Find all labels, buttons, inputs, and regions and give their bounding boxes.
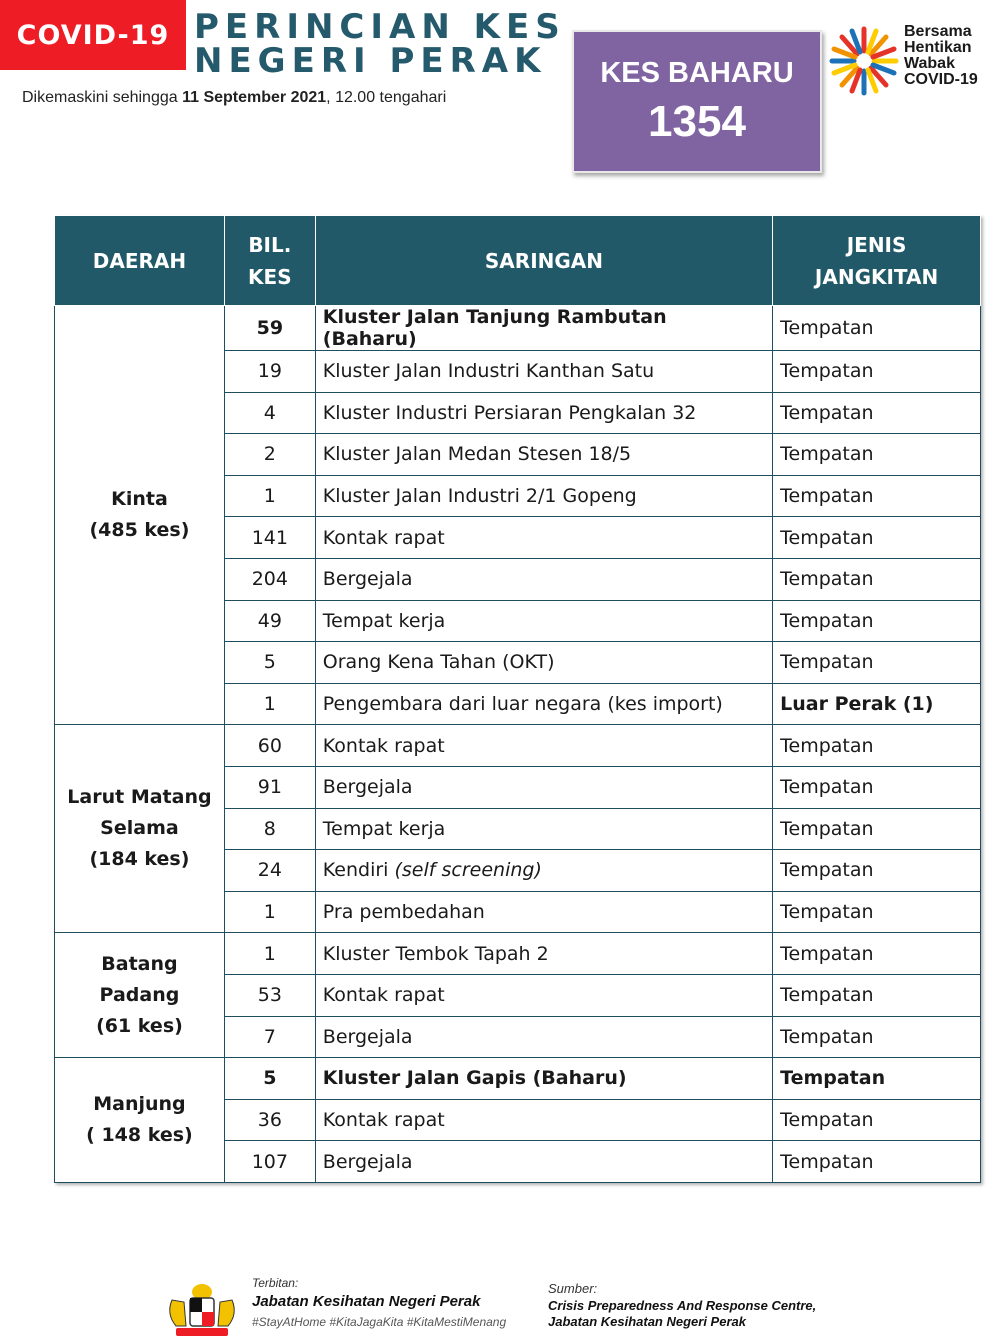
infection-type: Tempatan bbox=[773, 558, 981, 600]
district-total: (485 kes) bbox=[89, 519, 190, 542]
screening-type bbox=[315, 850, 772, 892]
screening-italic: (self screening) bbox=[394, 859, 542, 882]
screening-type: Kluster Jalan Tanjung Rambutan (Baharu) bbox=[315, 306, 772, 351]
district-name-2: Selama bbox=[100, 817, 179, 840]
infection-type: Tempatan bbox=[773, 1099, 981, 1141]
case-count: 141 bbox=[224, 517, 315, 559]
title-line-1: PERINCIAN KES bbox=[194, 7, 566, 47]
screening-type: Orang Kena Tahan (OKT) bbox=[315, 642, 772, 684]
case-count: 107 bbox=[224, 1141, 315, 1183]
infection-type: Tempatan bbox=[773, 933, 981, 975]
source-label: Sumber: bbox=[548, 1281, 598, 1296]
infection-type: Tempatan bbox=[773, 600, 981, 642]
case-count: 1 bbox=[224, 475, 315, 517]
updated-suffix: , 12.00 tengahari bbox=[326, 89, 447, 106]
screening-type: Pengembara dari luar negara (kes import) bbox=[315, 683, 772, 725]
table-header-row bbox=[55, 216, 981, 306]
hashtags: #StayAtHome #KitaJagaKita #KitaMestiMenang bbox=[252, 1315, 507, 1329]
infection-type: Tempatan bbox=[773, 808, 981, 850]
infection-type: Luar Perak (1) bbox=[773, 683, 981, 725]
infection-type: Tempatan bbox=[773, 392, 981, 434]
screening-type: Bergejala bbox=[315, 1016, 772, 1058]
infection-type: Tempatan bbox=[773, 725, 981, 767]
screening-type: Bergejala bbox=[315, 1141, 772, 1183]
district-name: Manjung bbox=[93, 1092, 186, 1115]
case-count: 49 bbox=[224, 600, 315, 642]
infection-type: Tempatan bbox=[773, 642, 981, 684]
header-jenis-2: JANGKITAN bbox=[814, 264, 939, 289]
district-total: (61 kes) bbox=[96, 1014, 183, 1037]
screening-text: Kendiri bbox=[322, 859, 395, 882]
district-cell-manjung bbox=[55, 1058, 225, 1183]
logo-line: COVID-19 bbox=[904, 71, 978, 88]
case-count: 59 bbox=[224, 306, 315, 351]
district-total: (184 kes) bbox=[89, 848, 190, 871]
district-cell-batang-padang bbox=[55, 933, 225, 1058]
table-row bbox=[55, 1058, 981, 1100]
infection-type: Tempatan bbox=[773, 475, 981, 517]
footer bbox=[0, 1272, 1008, 1344]
infection-type: Tempatan bbox=[773, 766, 981, 808]
header-saringan: SARINGAN bbox=[315, 216, 772, 306]
header-kes: KES bbox=[248, 264, 292, 289]
screening-type: Kluster Jalan Gapis (Baharu) bbox=[315, 1058, 772, 1100]
case-count: 1 bbox=[224, 933, 315, 975]
screening-type: Tempat kerja bbox=[315, 808, 772, 850]
case-count: 7 bbox=[224, 1016, 315, 1058]
logo-line: Hentikan bbox=[904, 39, 972, 56]
title-line-2: NEGERI PERAK bbox=[194, 41, 547, 81]
screening-type: Bergejala bbox=[315, 558, 772, 600]
case-count: 24 bbox=[224, 850, 315, 892]
updated-prefix: Dikemaskini sehingga bbox=[22, 89, 183, 106]
logo-line: Bersama bbox=[904, 23, 972, 40]
infection-type: Tempatan bbox=[773, 306, 981, 351]
campaign-logo-text bbox=[904, 24, 978, 88]
district-cell-larut-matang-selama bbox=[55, 725, 225, 933]
case-count: 19 bbox=[224, 351, 315, 393]
screening-type: Kluster Industri Persiaran Pengkalan 32 bbox=[315, 392, 772, 434]
new-cases-label: KES BAHARU bbox=[600, 56, 794, 89]
district-name: Kinta bbox=[111, 488, 168, 511]
state-crest-icon bbox=[162, 1280, 242, 1340]
publisher-name: Jabatan Kesihatan Negeri Perak bbox=[252, 1293, 481, 1310]
case-count: 53 bbox=[224, 974, 315, 1016]
screening-type: Kluster Jalan Industri Kanthan Satu bbox=[315, 351, 772, 393]
table-row bbox=[55, 725, 981, 767]
district-cell-kinta bbox=[55, 306, 225, 725]
cases-table bbox=[54, 215, 981, 1183]
infection-type: Tempatan bbox=[773, 974, 981, 1016]
publisher-label: Terbitan: bbox=[252, 1276, 299, 1290]
page-title bbox=[194, 7, 566, 81]
campaign-logo bbox=[828, 20, 1004, 102]
screening-type: Kluster Jalan Medan Stesen 18/5 bbox=[315, 434, 772, 476]
infection-type: Tempatan bbox=[773, 1016, 981, 1058]
infection-type: Tempatan bbox=[773, 1058, 981, 1100]
district-name: Larut Matang bbox=[67, 786, 212, 809]
case-count: 1 bbox=[224, 683, 315, 725]
updated-timestamp bbox=[22, 89, 446, 107]
screening-type: Kontak rapat bbox=[315, 517, 772, 559]
case-count: 204 bbox=[224, 558, 315, 600]
screening-type: Kluster Jalan Industri 2/1 Gopeng bbox=[315, 475, 772, 517]
new-cases-value: 1354 bbox=[648, 96, 746, 146]
case-count: 2 bbox=[224, 434, 315, 476]
case-count: 91 bbox=[224, 766, 315, 808]
screening-type: Kontak rapat bbox=[315, 725, 772, 767]
district-total: ( 148 kes) bbox=[86, 1123, 193, 1146]
source-line-1: Crisis Preparedness And Response Centre, bbox=[548, 1298, 817, 1313]
header-bil: BIL. bbox=[248, 232, 292, 257]
case-count: 1 bbox=[224, 891, 315, 933]
header-jenis-1: JENIS bbox=[846, 232, 907, 257]
new-cases-box bbox=[572, 30, 822, 173]
header-daerah: DAERAH bbox=[55, 216, 225, 306]
case-count: 5 bbox=[224, 642, 315, 684]
header-jenis bbox=[773, 216, 981, 306]
infection-type: Tempatan bbox=[773, 434, 981, 476]
case-count: 8 bbox=[224, 808, 315, 850]
screening-type: Pra pembedahan bbox=[315, 891, 772, 933]
source-line-2: Jabatan Kesihatan Negeri Perak bbox=[548, 1314, 746, 1329]
infection-type: Tempatan bbox=[773, 351, 981, 393]
table-row bbox=[55, 933, 981, 975]
logo-line: Wabak bbox=[904, 55, 955, 72]
screening-type: Kontak rapat bbox=[315, 1099, 772, 1141]
covid-badge: COVID-19 bbox=[0, 0, 186, 70]
source-name bbox=[548, 1298, 816, 1330]
infection-type: Tempatan bbox=[773, 517, 981, 559]
case-count: 36 bbox=[224, 1099, 315, 1141]
infection-type: Tempatan bbox=[773, 891, 981, 933]
table-row bbox=[55, 306, 981, 351]
screening-type: Tempat kerja bbox=[315, 600, 772, 642]
header-bil-kes bbox=[224, 216, 315, 306]
updated-date: 11 September 2021 bbox=[182, 89, 327, 106]
case-count: 60 bbox=[224, 725, 315, 767]
infection-type: Tempatan bbox=[773, 1141, 981, 1183]
infection-type: Tempatan bbox=[773, 850, 981, 892]
case-count: 4 bbox=[224, 392, 315, 434]
case-count: 5 bbox=[224, 1058, 315, 1100]
screening-type: Kluster Tembok Tapah 2 bbox=[315, 933, 772, 975]
district-name: Batang Padang bbox=[99, 952, 180, 1006]
screening-type: Kontak rapat bbox=[315, 974, 772, 1016]
starburst-icon bbox=[828, 20, 900, 102]
screening-type: Bergejala bbox=[315, 766, 772, 808]
